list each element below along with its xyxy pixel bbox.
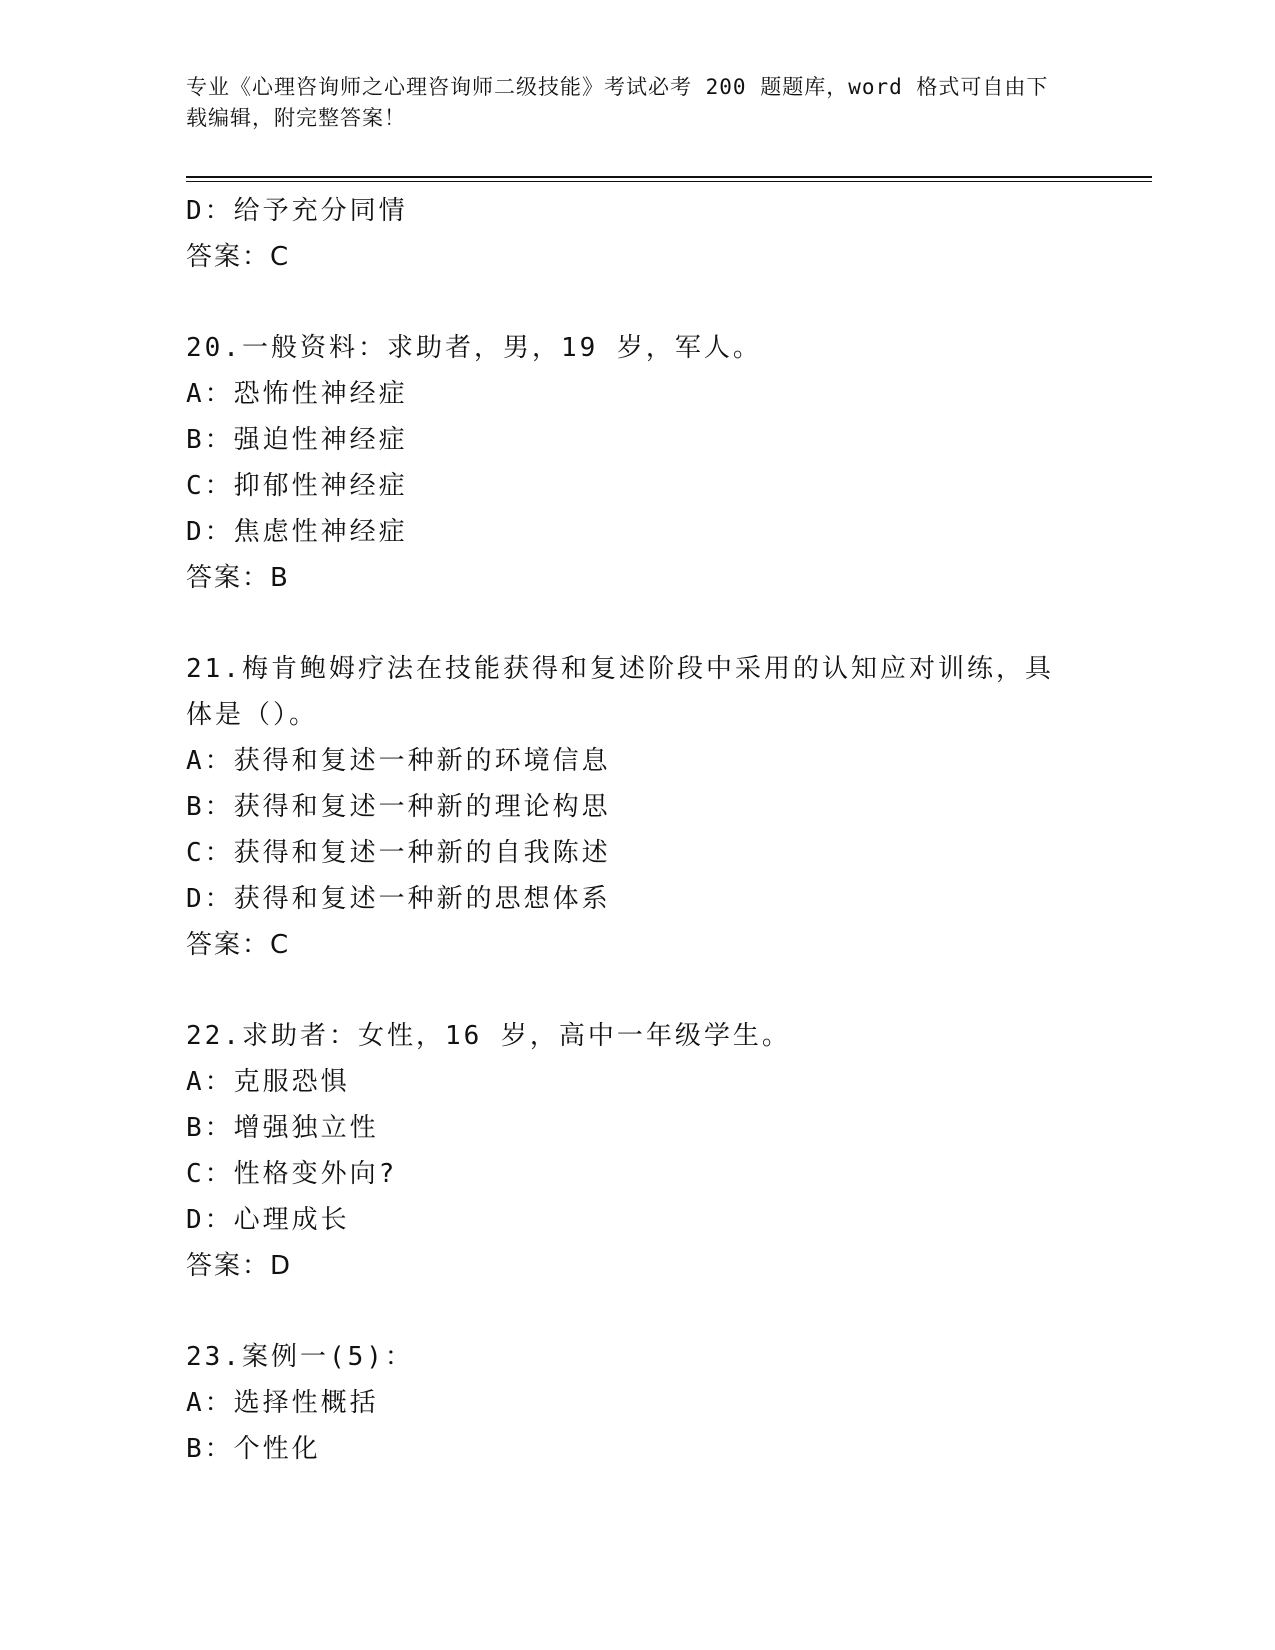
question-22	[186, 1013, 1086, 1289]
answer: 答案：C	[186, 930, 291, 960]
option-d: D：焦虑性神经症	[186, 517, 408, 547]
option-b: B：增强独立性	[186, 1113, 379, 1143]
answer: 答案：D	[186, 1251, 293, 1281]
question-20	[186, 325, 1086, 601]
option-a: A：恐怖性神经症	[186, 379, 408, 409]
option-c: C：获得和复述一种新的自我陈述	[186, 838, 611, 868]
option-c: C：性格变外向?	[186, 1159, 398, 1189]
prev-option-d: D：给予充分同情	[186, 196, 408, 226]
option-c: C：抑郁性神经症	[186, 471, 408, 501]
option-b: B：个性化	[186, 1434, 321, 1464]
question-stem: 21.梅肯鲍姆疗法在技能获得和复述阶段中采用的认知应对训练，具体是（）。	[186, 654, 1054, 730]
option-a: A：克服恐惧	[186, 1067, 350, 1097]
option-b: B：强迫性神经症	[186, 425, 408, 455]
option-a: A：获得和复述一种新的环境信息	[186, 746, 611, 776]
option-b: B：获得和复述一种新的理论构思	[186, 792, 611, 822]
question-stem: 22.求助者：女性，16 岁，高中一年级学生。	[186, 1021, 791, 1051]
header-divider-thin	[186, 181, 1152, 182]
option-d: D：获得和复述一种新的思想体系	[186, 884, 611, 914]
question-list	[186, 188, 1086, 1472]
question-stem: 23.案例一(5)：	[186, 1342, 414, 1372]
header-divider-thick	[186, 176, 1152, 178]
option-a: A：选择性概括	[186, 1388, 379, 1418]
answer: 答案：B	[186, 563, 290, 593]
question-stem: 20.一般资料：求助者，男，19 岁，军人。	[186, 333, 762, 363]
question-21	[186, 646, 1086, 968]
option-d: D：心理成长	[186, 1205, 350, 1235]
prev-answer: 答案：C	[186, 242, 291, 272]
document-header: 专业《心理咨询师之心理咨询师二级技能》考试必考 200 题题库，word 格式可自由下载编辑，附完整答案！	[186, 75, 1049, 130]
question-23	[186, 1334, 1086, 1472]
